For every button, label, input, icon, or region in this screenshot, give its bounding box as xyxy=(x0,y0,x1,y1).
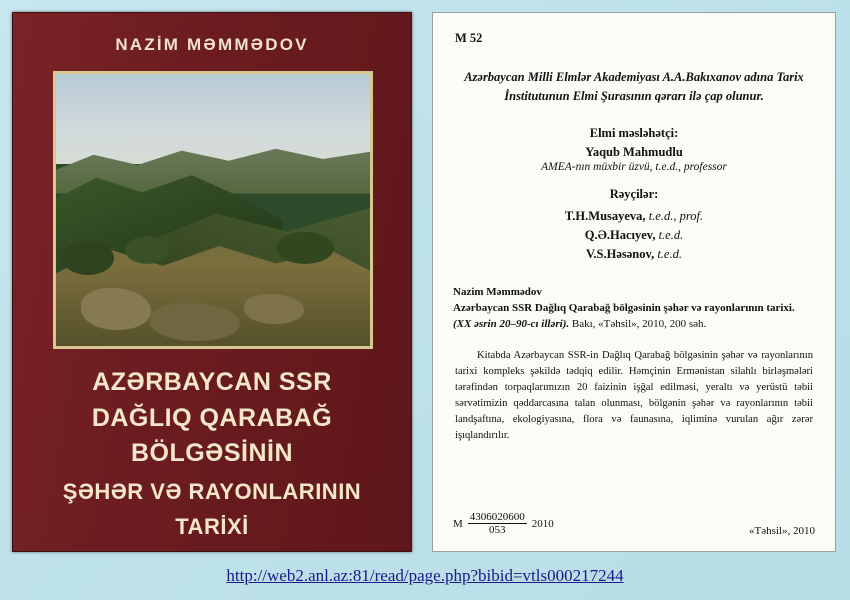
cover-title-line-3: ŞƏHƏR VƏ RAYONLARININ xyxy=(62,478,362,504)
source-url-link[interactable]: http://web2.anl.az:81/read/page.php?bibid=vtls000217244 xyxy=(226,566,624,585)
advisor-name: Yaqub Mahmudlu xyxy=(585,144,683,159)
page-footer xyxy=(453,511,815,537)
citation-author: Nazim Məmmədov xyxy=(453,285,542,298)
citation-subtitle: (XX əsrin 20–90-cı illəri). xyxy=(453,317,570,330)
reviewer-item xyxy=(453,207,815,226)
cover-author: NAZİM MƏMMƏDOV xyxy=(115,35,309,54)
reviewer-degree: t.e.d. xyxy=(658,227,684,242)
reviewer-item xyxy=(453,226,815,245)
reviewer-name: V.S.Həsənov, xyxy=(586,247,655,262)
cover-title-line-4: TARİXİ xyxy=(175,513,249,539)
udk-prefix: M xyxy=(453,517,463,530)
reviewer-degree: t.e.d., prof. xyxy=(648,208,704,223)
photo-sky xyxy=(56,74,370,164)
advisor-subtitle: AMEA-nın müxbir üzvü, t.e.d., professor xyxy=(541,160,727,173)
udk-fraction xyxy=(468,511,527,537)
photo-rock xyxy=(244,294,304,324)
cover-title-line-1: AZƏRBAYCAN SSR xyxy=(92,368,332,396)
publisher-line: «Təhsil», 2010 xyxy=(749,525,815,537)
academy-note: Azərbaycan Milli Elmlər Akademiyası A.A.Bakıxanov adına Tarix İnstitutunun Elmi Şurasının qərarı ilə çap olunur. xyxy=(464,70,804,103)
book-verso-page xyxy=(432,12,836,552)
reviewer-item xyxy=(453,245,815,264)
advisor-role-label: Elmi məsləhətçi: xyxy=(589,125,679,140)
reviewer-name: T.H.Musayeva, xyxy=(564,208,646,223)
udk-denominator: 053 xyxy=(489,524,506,537)
annotation-text: Kitabda Azərbaycan SSR-in Dağlıq Qarabağ bölgəsinin şəhər və rayonlarının tarixi kompleks şəkildə tədqiq edilir. Həmçinin Ermənistan silahlı birləşmələri tərəfindən torpaqlarımızın 20 faizinin işğal edilməsi, yeraltı və yerüstü təbii sərvətimizin qəddarcasına talan olunması, bölgənin şəhər və rayonlarının təbii landşaftına, ekologiyasına, flora və faunasına, iqliminə vurulan ağır zərər işıqlandırılır. xyxy=(455,350,813,441)
reviewer-name: Q.Ə.Hacıyev, xyxy=(584,227,656,242)
citation-block xyxy=(453,285,815,333)
udk-numerator: 4306020600 xyxy=(469,510,525,523)
reviewers-block xyxy=(453,187,815,265)
cover-title-line-2: DAĞLIQ QARABAĞ BÖLGƏSİNİN xyxy=(91,403,333,467)
source-url-bar xyxy=(0,566,850,586)
cover-photo xyxy=(53,71,373,349)
citation-title: Azərbaycan SSR Dağlıq Qarabağ bölgəsinin şəhər və rayonlarının tarixi. xyxy=(453,301,795,314)
call-number: M 52 xyxy=(455,31,483,45)
udk-code xyxy=(453,511,554,537)
cover-title xyxy=(29,365,395,542)
citation-imprint-line xyxy=(453,317,815,333)
book-cover-image xyxy=(12,12,412,552)
reviewer-degree: t.e.d. xyxy=(657,247,682,262)
udk-year: 2010 xyxy=(531,517,554,530)
reviewers-role-label: Rəyçilər: xyxy=(609,186,659,201)
citation-imprint: Bakı, «Təhsil», 2010, 200 səh. xyxy=(571,317,707,330)
advisor-block xyxy=(453,126,815,173)
